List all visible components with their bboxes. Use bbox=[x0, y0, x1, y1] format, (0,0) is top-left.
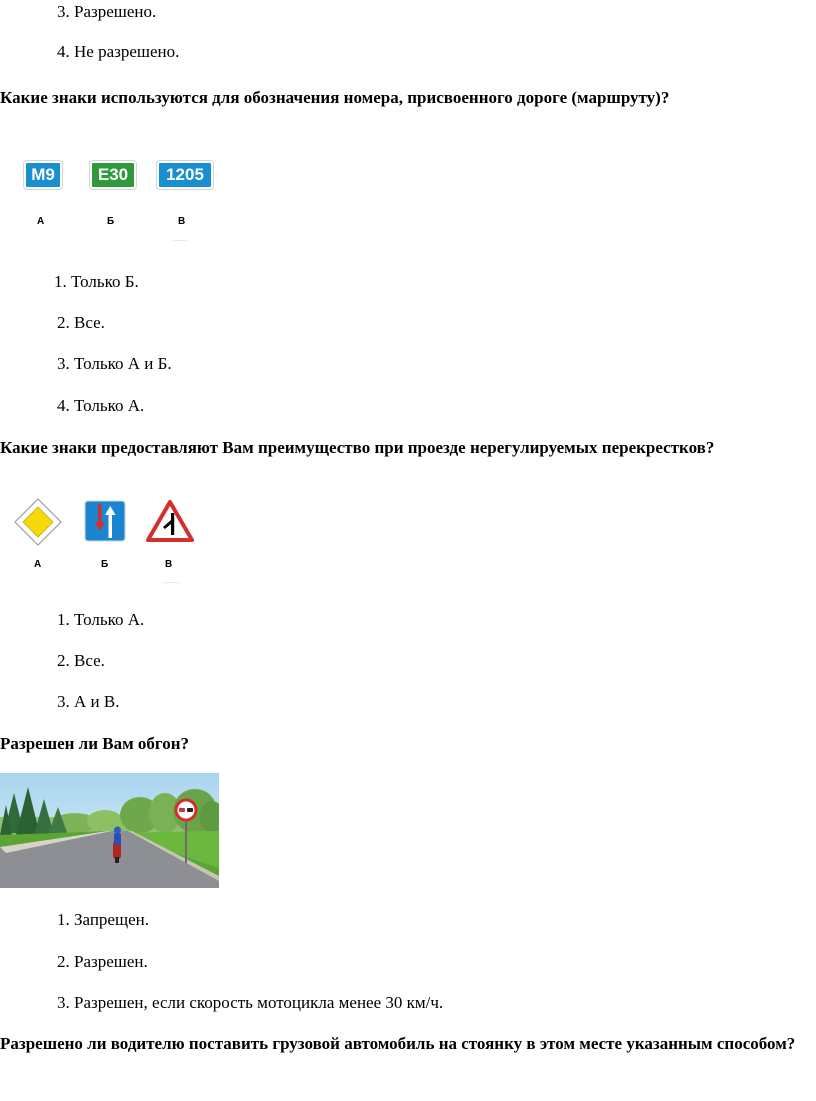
answer-option: 4. Не разрешено. bbox=[57, 42, 180, 61]
sign-label-b: Б bbox=[101, 559, 109, 570]
question-3-text: Разрешен ли Вам обгон? bbox=[0, 734, 190, 753]
answer-option: 2. Все. bbox=[57, 313, 105, 332]
overtaking-scene-image bbox=[0, 773, 219, 888]
answer-option: 3. Только А и Б. bbox=[57, 354, 172, 373]
sign-b-e30: E30 bbox=[90, 161, 136, 189]
figure-divider bbox=[170, 240, 190, 243]
answer-option: 1. Запрещен. bbox=[57, 910, 149, 929]
sign-label-b: Б bbox=[107, 216, 115, 227]
question-4-text: Разрешено ли водителю поставить грузовой автомобиль на стоянку в этом месте указанным способом? bbox=[0, 1034, 796, 1053]
answer-option: 4. Только А. bbox=[57, 396, 145, 415]
question-2-text: Какие знаки предоставляют Вам преимущество при проезде нерегулируемых перекрестков? bbox=[0, 438, 715, 457]
figure-divider bbox=[161, 582, 181, 585]
answer-option: 1. Только Б. bbox=[54, 272, 139, 291]
answer-option: 3. А и В. bbox=[57, 692, 120, 711]
answer-option: 3. Разрешено. bbox=[57, 2, 157, 21]
secondary-road-junction-sign-icon bbox=[146, 500, 194, 542]
answer-option: 1. Только А. bbox=[57, 610, 145, 629]
answer-option: 3. Разрешен, если скорость мотоцикла менее 30 км/ч. bbox=[57, 993, 444, 1012]
main-road-sign-icon bbox=[14, 498, 62, 546]
sign-label-c: В bbox=[178, 216, 186, 227]
oncoming-priority-sign-icon bbox=[84, 500, 126, 542]
sign-a-m9: M9 bbox=[24, 161, 62, 189]
question-1-text: Какие знаки используются для обозначения номера, присвоенного дороге (маршруту)? bbox=[0, 88, 670, 107]
sign-label-a: А bbox=[37, 216, 45, 227]
sign-label-a: А bbox=[34, 559, 42, 570]
answer-option: 2. Разрешен. bbox=[57, 952, 148, 971]
sign-c-1205: 1205 bbox=[157, 161, 213, 189]
sign-label-c: В bbox=[165, 559, 173, 570]
answer-option: 2. Все. bbox=[57, 651, 105, 670]
